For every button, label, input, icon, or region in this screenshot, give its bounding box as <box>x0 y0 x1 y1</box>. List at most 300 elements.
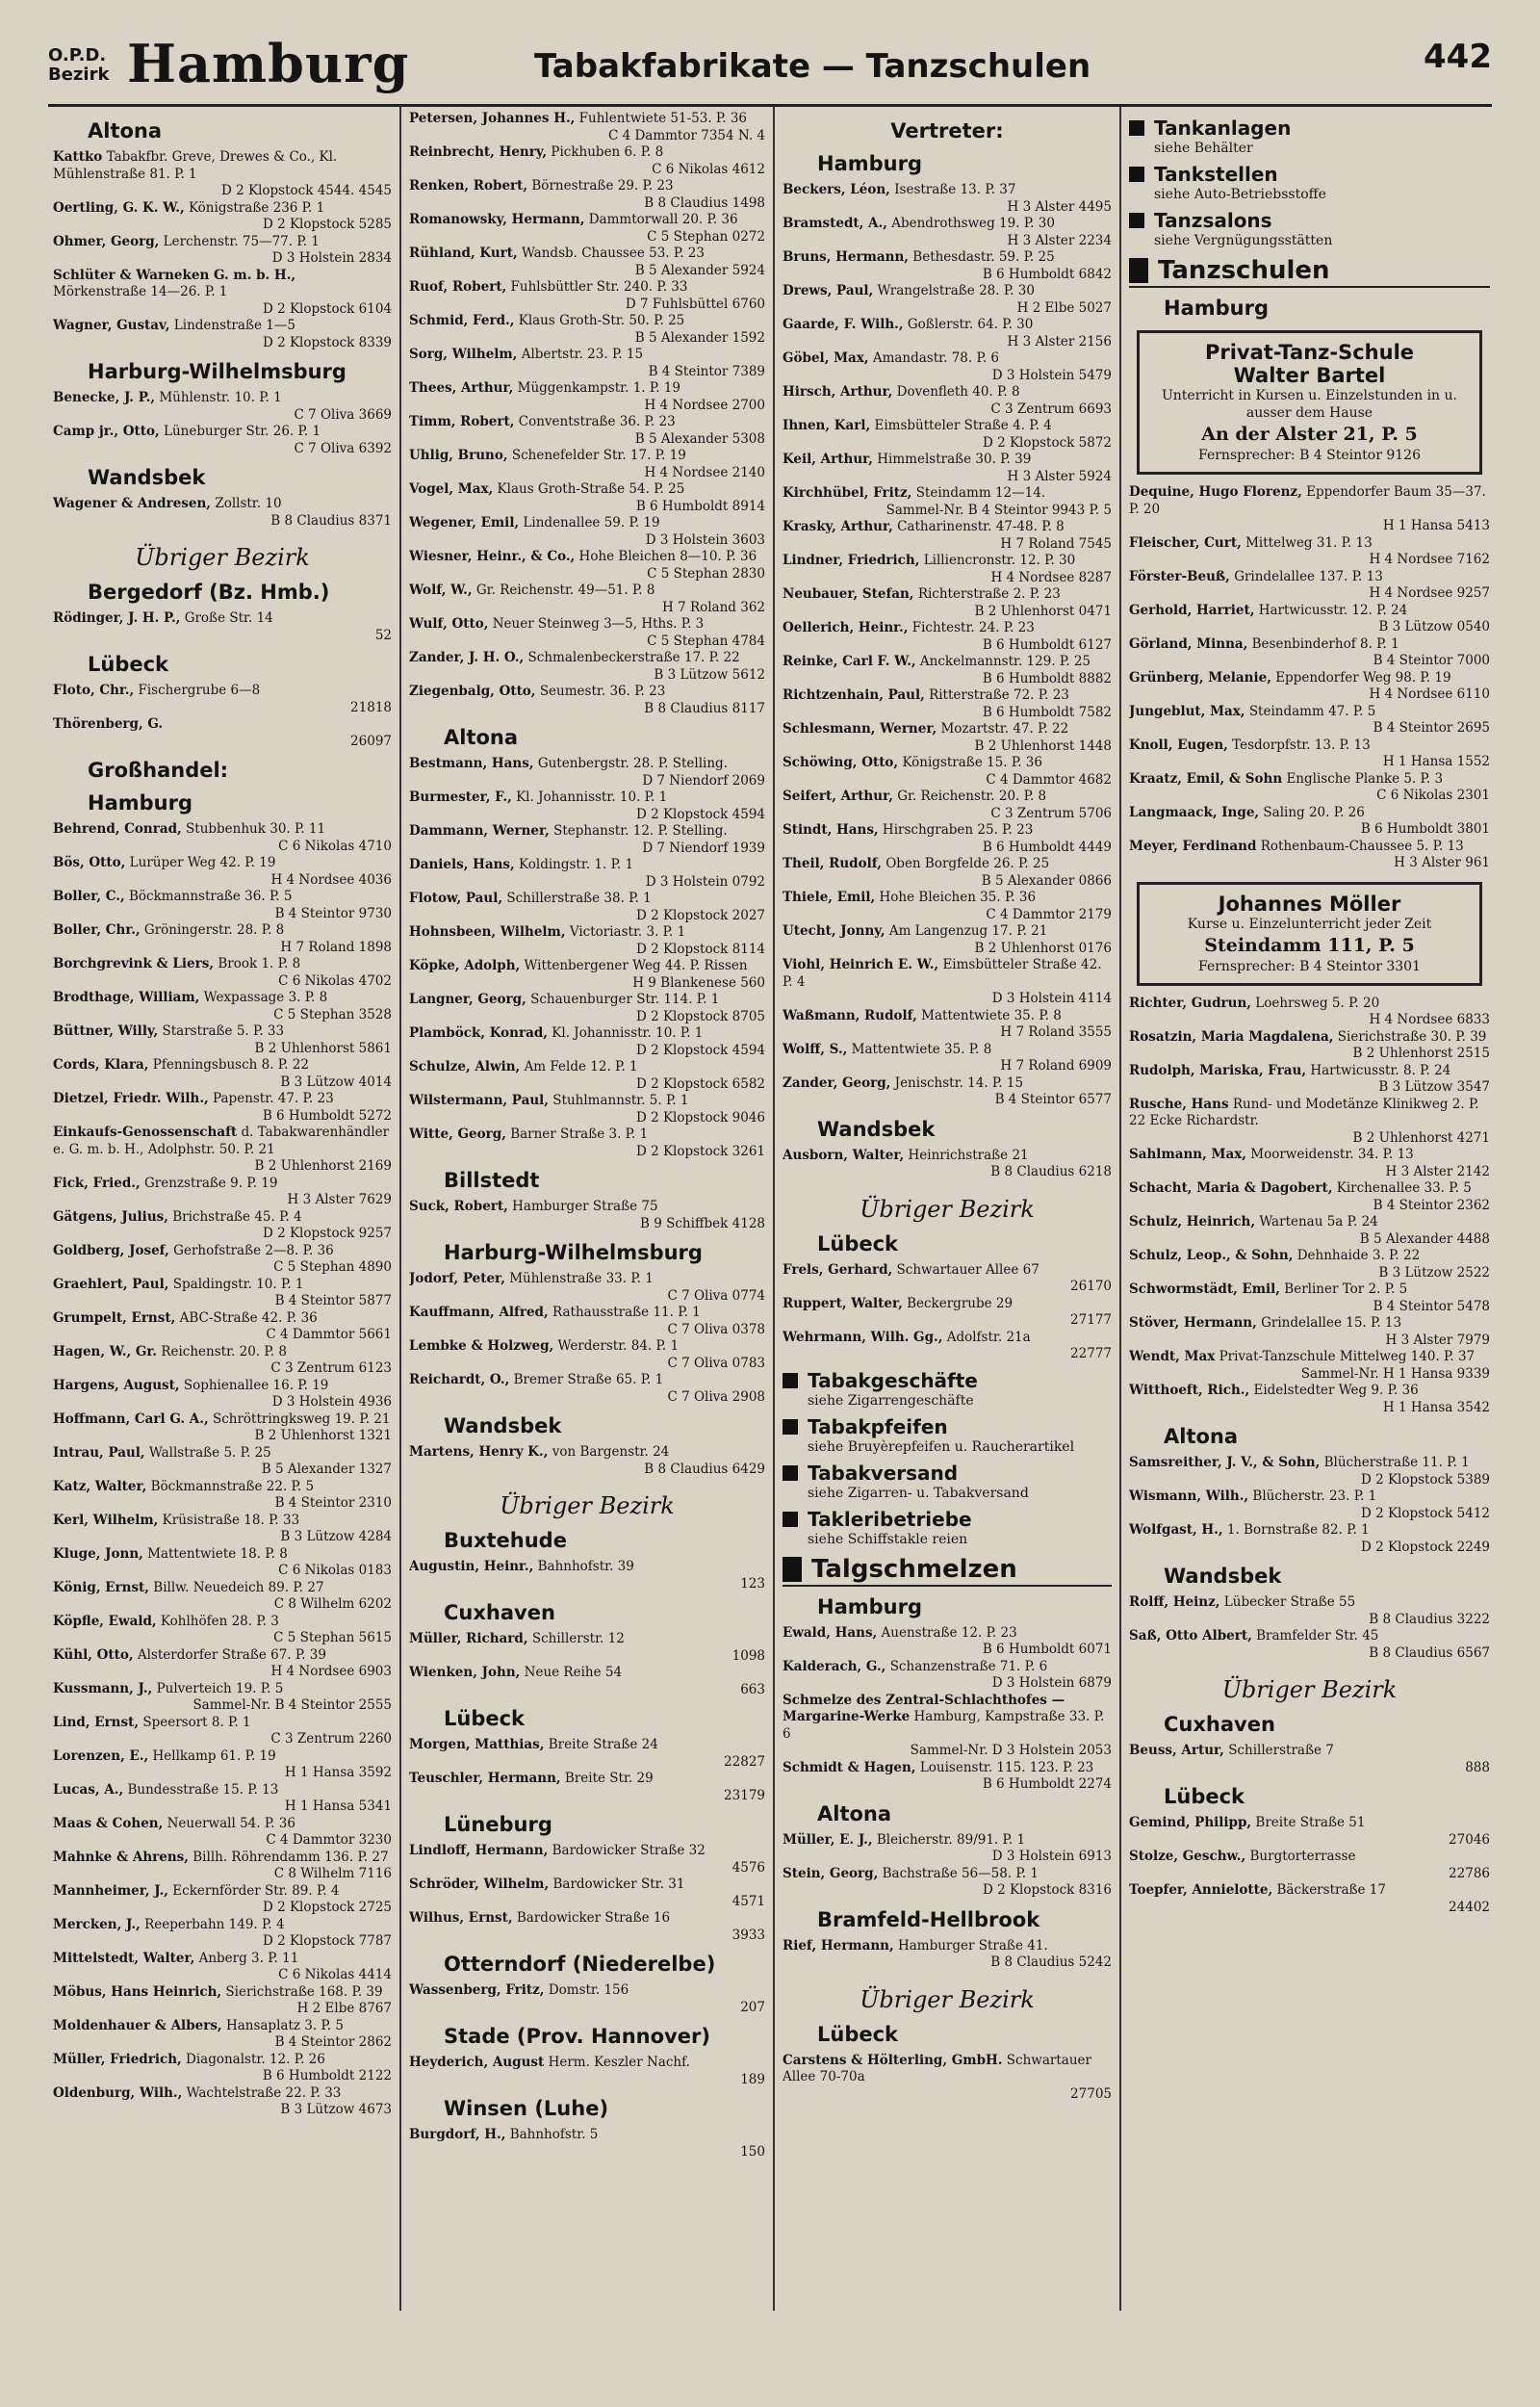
entry-phone-line <box>409 1389 765 1407</box>
entry-name: Einkaufs-Genossenschaft <box>53 1125 238 1140</box>
entry-name: Martens, Henry K., <box>409 1444 549 1460</box>
phone-number: C 6 Nikolas 4414 <box>278 1967 392 1982</box>
entry-line <box>1129 1815 1490 1832</box>
entry-address: Am Felde 12. P. 1 <box>524 1059 638 1074</box>
entry-line <box>409 2055 765 2072</box>
entry-address: Bardowicker Straße 32 <box>552 1843 706 1858</box>
entry-address: Müggenkampstr. 1. P. 19 <box>517 380 680 396</box>
entry-phone-line <box>409 701 765 718</box>
entry-line <box>53 1479 392 1496</box>
phone-number: B 4 Steintor 7000 <box>1373 653 1490 668</box>
entry-line <box>409 212 765 229</box>
entry-address: Speersort 8. P. 1 <box>142 1714 251 1730</box>
entry-line <box>409 1665 765 1682</box>
entry-phone-line <box>783 401 1112 419</box>
entry-name: Müller, Friedrich, <box>53 2051 182 2067</box>
entry-address: Breite Straße 24 <box>548 1737 658 1752</box>
entry-name: Dammann, Werner, <box>409 823 550 839</box>
entry-line <box>1129 569 1490 586</box>
entry-phone-line <box>1129 1231 1490 1249</box>
square-bullet-icon <box>1129 213 1144 228</box>
entry-address: Hellkamp 61. P. 19 <box>152 1747 276 1764</box>
entry-name: Hoffmann, Carl G. A., <box>53 1411 209 1427</box>
entry-phone-line <box>783 1675 1112 1693</box>
entry-line <box>1129 670 1490 687</box>
section-heading: Harburg-Wilhelmsburg <box>444 1241 703 1264</box>
phone-number: H 2 Elbe 5027 <box>1016 299 1112 316</box>
entry-name: Knoll, Eugen, <box>1129 737 1228 753</box>
entry-name: Ruof, Robert, <box>409 279 507 295</box>
entry-name: Schmid, Ferd., <box>409 313 515 328</box>
phone-number: B 6 Humboldt 8882 <box>982 670 1112 686</box>
entry-address: Lüneburger Str. 26. P. 1 <box>164 424 321 439</box>
entry-phone-line <box>409 1894 765 1911</box>
phone-number: C 6 Nikolas 4702 <box>278 972 392 989</box>
phone-number: B 2 Uhlenhorst 0471 <box>974 603 1112 619</box>
entry-phone-line <box>409 128 765 145</box>
entry-line <box>783 384 1112 401</box>
phone-number: H 4 Nordsee 2700 <box>644 397 765 413</box>
entry-phone-line <box>409 263 765 280</box>
entry-phone-line <box>409 1860 765 1877</box>
phone-number: C 5 Stephan 4890 <box>273 1259 392 1275</box>
directory-entry <box>1129 535 1490 569</box>
phone-number: D 3 Holstein 6879 <box>991 1675 1112 1691</box>
phone-number: B 8 Claudius 1498 <box>644 194 765 211</box>
directory-entry <box>53 1176 392 1209</box>
directory-entry <box>53 821 392 855</box>
entry-phone-line <box>53 2001 392 2018</box>
directory-entry <box>409 650 765 684</box>
entry-line <box>409 380 765 398</box>
entry-name: Möbus, Hans Heinrich, <box>53 1983 222 2000</box>
entry-name: Thees, Arthur, <box>409 380 514 396</box>
phone-number: D 2 Klopstock 5285 <box>262 217 392 232</box>
entry-name: Kauffmann, Alfred, <box>409 1305 549 1320</box>
entry-address: Hartwicusstr. 12. P. 24 <box>1258 602 1408 618</box>
ad-title: Johannes Möller <box>1218 892 1401 916</box>
section-heading: Wandsbek <box>817 1117 936 1141</box>
phone-number: C 6 Nikolas 4612 <box>652 161 765 177</box>
phone-number: B 4 Steintor 9730 <box>274 905 392 921</box>
phone-number: D 2 Klopstock 6582 <box>635 1075 765 1092</box>
entry-phone-line <box>53 441 392 458</box>
entry-line <box>783 957 1112 991</box>
entry-phone-line <box>53 407 392 425</box>
phone-number: D 2 Klopstock 2027 <box>635 907 765 923</box>
entry-address: Anckelmannstr. 129. P. 25 <box>919 654 1091 669</box>
entry-address: Isestraße 13. P. 37 <box>894 182 1016 197</box>
entry-phone-line <box>53 700 392 717</box>
entry-line <box>53 1243 392 1260</box>
directory-entry <box>409 1025 765 1059</box>
directory-entry <box>53 889 392 922</box>
entry-line <box>1129 704 1490 721</box>
phone-number: H 2 Elbe 8767 <box>296 2001 392 2016</box>
directory-entry <box>1129 1214 1490 1248</box>
directory-column-1 <box>53 111 392 2316</box>
entry-phone-line <box>783 1882 1112 1900</box>
directory-entry <box>783 519 1112 553</box>
entry-phone-line <box>409 1576 765 1593</box>
phone-number: H 4 Nordsee 6110 <box>1369 686 1490 702</box>
directory-entry <box>409 823 765 857</box>
entry-address: Schanzenstraße 71. P. 6 <box>889 1658 1048 1674</box>
entry-phone-line <box>1129 1506 1490 1523</box>
entry-address: Moorweidenstr. 34. P. 13 <box>1250 1147 1414 1162</box>
entry-address: Alsterdorfer Straße 67. P. 39 <box>137 1646 326 1663</box>
entry-name: Müller, E. J., <box>783 1831 873 1848</box>
entry-name: Rödinger, J. H. P., <box>53 610 181 626</box>
entry-address: Mörkenstraße 14—26. P. 1 <box>53 284 228 299</box>
entry-line <box>409 1338 765 1356</box>
entry-line <box>53 1782 392 1799</box>
entry-name: Floto, Chr., <box>53 683 135 698</box>
directory-entry <box>53 424 392 457</box>
directory-entry <box>409 1338 765 1372</box>
entry-line <box>53 1883 392 1901</box>
entry-line <box>409 1737 765 1754</box>
phone-number: H 4 Nordsee 2140 <box>644 464 765 480</box>
region-heading: Übriger Bezirk <box>500 1492 675 1519</box>
phone-number: H 1 Hansa 3592 <box>284 1765 392 1780</box>
entry-name: Grumpelt, Ernst, <box>53 1309 176 1326</box>
directory-entry <box>409 279 765 313</box>
entry-address: Eimsbütteler Straße 4. P. 4 <box>874 418 1052 433</box>
entry-name: Wagner, Gustav, <box>53 318 170 333</box>
entry-line <box>1129 1488 1490 1506</box>
column-divider <box>1119 106 1121 2311</box>
phone-number: B 9 Schiffbek 4128 <box>640 1215 765 1231</box>
entry-phone-line <box>53 2068 392 2085</box>
entry-phone-line <box>1129 1540 1490 1557</box>
directory-entry <box>783 553 1112 586</box>
phone-number: 52 <box>374 627 392 643</box>
directory-entry <box>53 1951 392 1984</box>
phone-number: B 8 Claudius 5242 <box>990 1954 1112 1970</box>
page-header <box>48 27 1492 107</box>
entry-line <box>783 1832 1112 1850</box>
entry-name: Seifert, Arthur, <box>783 789 893 804</box>
entry-name: Gemind, Philipp, <box>1129 1815 1252 1830</box>
entry-line <box>409 1771 765 1788</box>
entry-address: Hohe Bleichen 8—10. P. 36 <box>578 549 757 564</box>
entry-phone-line <box>1129 821 1490 839</box>
entry-phone-line <box>53 217 392 234</box>
entry-name: Schöwing, Otto, <box>783 755 899 770</box>
entry-line <box>783 654 1112 671</box>
entry-line <box>783 1148 1112 1165</box>
directory-entry <box>53 1310 392 1344</box>
phone-number: H 3 Alster 5924 <box>1007 468 1112 484</box>
entry-name: Ewald, Hans, <box>783 1624 878 1641</box>
entry-line <box>783 789 1112 806</box>
phone-number: B 3 Lützow 4014 <box>280 1074 392 1090</box>
directory-entry <box>53 1782 392 1816</box>
entry-name: Oldenburg, Wilh., <box>53 2084 183 2101</box>
phone-number: C 3 Zentrum 2260 <box>270 1731 392 1747</box>
directory-entry <box>53 1091 392 1125</box>
entry-address: Eidelstedter Weg 9. P. 36 <box>1253 1383 1419 1398</box>
entry-line <box>783 822 1112 840</box>
entry-line <box>409 1372 765 1389</box>
phone-number: 1098 <box>732 1647 765 1664</box>
entry-line <box>783 1625 1112 1643</box>
phone-number: B 6 Humboldt 6127 <box>982 636 1112 653</box>
entry-address: Bachstraße 56—58. P. 1 <box>882 1865 1039 1881</box>
entry-phone-line <box>53 1293 392 1310</box>
directory-entry <box>53 1209 392 1243</box>
entry-address: Sierichstraße 168. P. 39 <box>225 1983 383 2000</box>
phone-number: 24402 <box>1449 1899 1490 1915</box>
directory-entry <box>409 1271 765 1305</box>
entry-line <box>783 519 1112 536</box>
entry-line <box>783 687 1112 705</box>
directory-entry <box>53 200 392 234</box>
city-title: Hamburg <box>127 33 410 94</box>
phone-number: 27177 <box>1070 1312 1112 1328</box>
phone-number: B 2 Uhlenhorst 1321 <box>254 1428 392 1443</box>
phone-number: 22777 <box>1070 1346 1112 1361</box>
section-heading: Hamburg <box>88 791 192 815</box>
directory-entry <box>1129 738 1490 771</box>
entry-address: Bundesstraße 15. P. 13 <box>127 1781 279 1798</box>
entry-phone-line <box>53 1799 392 1816</box>
entry-name: Rühland, Kurt, <box>409 246 518 261</box>
entry-phone-line <box>1129 552 1490 569</box>
entry-phone-line <box>783 1954 1112 1972</box>
entry-phone-line <box>409 499 765 516</box>
entry-address: Königstraße 15. P. 36 <box>902 755 1042 770</box>
entry-address: Breite Straße 51 <box>1255 1815 1366 1830</box>
phone-number: H 4 Nordsee 6833 <box>1369 1012 1490 1027</box>
entry-address: Fichtestr. 24. P. 23 <box>911 620 1035 635</box>
phone-number: B 4 Steintor 7389 <box>648 363 765 379</box>
section-heading: Altona <box>444 726 519 749</box>
entry-name: Ohmer, Georg, <box>53 233 160 249</box>
entry-name: Müller, Richard, <box>409 1631 528 1646</box>
directory-entry <box>409 1737 765 1771</box>
category-title <box>783 1369 1112 1392</box>
phone-number: B 4 Steintor 2862 <box>274 2034 392 2050</box>
phone-number: H 3 Alster 7629 <box>287 1192 392 1207</box>
entry-address: Eimsbütteler Straße 42. P. 4 <box>783 957 1102 990</box>
phone-number: H 3 Alster 961 <box>1394 855 1490 870</box>
square-bullet-icon <box>783 1419 798 1435</box>
phone-number: B 8 Claudius 3222 <box>1369 1611 1490 1627</box>
section-heading: Winsen (Luhe) <box>444 2097 609 2120</box>
entry-phone-line <box>53 1664 392 1681</box>
phone-number: C 6 Nikolas 4710 <box>278 838 392 854</box>
entry-line <box>409 1559 765 1576</box>
directory-entry <box>783 452 1112 485</box>
directory-entry <box>409 212 765 246</box>
entry-name: Kerl, Wilhelm, <box>53 1512 159 1528</box>
entry-phone-line <box>409 1009 765 1026</box>
entry-line <box>53 1277 392 1294</box>
phone-number: H 4 Nordsee 6903 <box>270 1664 392 1679</box>
entry-name: Rudolph, Mariska, Frau, <box>1129 1062 1307 1078</box>
entry-phone-line <box>53 1967 392 1984</box>
advertisement-box <box>1137 882 1482 986</box>
directory-entry <box>783 350 1112 384</box>
entry-address: Diagonalstr. 12. P. 26 <box>186 2051 325 2067</box>
directory-entry <box>409 380 765 414</box>
entry-line <box>53 1850 392 1867</box>
entry-phone-line <box>783 267 1112 284</box>
directory-entry <box>53 1057 392 1091</box>
entry-address: Victoriastr. 3. P. 1 <box>569 924 686 940</box>
phone-number: 22827 <box>724 1753 765 1770</box>
directory-entry <box>409 924 765 958</box>
entry-name: Wassenberg, Fritz, <box>409 1982 545 1998</box>
directory-entry <box>783 283 1112 317</box>
category-title <box>783 1462 1112 1485</box>
entry-name: Reinke, Carl F. W., <box>783 654 916 669</box>
entry-phone-line <box>783 1346 1112 1363</box>
entry-name: Uhlig, Bruno, <box>409 448 508 463</box>
entry-name: Thiele, Emil, <box>783 890 876 905</box>
entry-name: Suck, Robert, <box>409 1199 508 1214</box>
entry-phone-line <box>783 334 1112 351</box>
phone-number: 27705 <box>1070 2085 1112 2102</box>
entry-line <box>53 1209 392 1227</box>
entry-line <box>1129 1383 1490 1400</box>
entry-line <box>53 318 392 335</box>
entry-phone-line <box>783 1743 1112 1760</box>
category-heading <box>1129 163 1490 203</box>
entry-name: Görland, Minna, <box>1129 635 1248 652</box>
entry-address: Große Str. 14 <box>184 610 273 626</box>
entry-name: Ziegenbalg, Otto, <box>409 684 536 699</box>
entry-address: Adolfstr. 21a <box>946 1329 1031 1345</box>
entry-phone-line <box>409 330 765 348</box>
directory-entry <box>53 1411 392 1445</box>
phone-number: 4576 <box>732 1859 765 1876</box>
entry-line <box>53 1681 392 1698</box>
directory-entry <box>53 1445 392 1479</box>
entry-address: Anberg 3. P. 11 <box>198 1950 299 1966</box>
entry-address: Hohe Bleichen 35. P. 36 <box>879 890 1037 905</box>
entry-address: Schwartauer Allee 70-70a <box>783 2052 1091 2084</box>
ad-subtitle: Walter Bartel <box>1233 364 1386 387</box>
phone-number: B 4 Steintor 5877 <box>274 1293 392 1308</box>
section-heading: Hamburg <box>817 1594 922 1618</box>
directory-entry <box>1129 1628 1490 1662</box>
directory-entry <box>783 923 1112 957</box>
entry-line <box>53 424 392 441</box>
entry-name: Zander, J. H. O., <box>409 650 525 665</box>
entry-name: Fick, Fried., <box>53 1175 141 1191</box>
directory-entry <box>409 313 765 347</box>
directory-entry <box>783 620 1112 654</box>
phone-number: B 3 Lützow 4284 <box>280 1529 392 1544</box>
phone-number: B 6 Humboldt 4449 <box>982 839 1112 855</box>
entry-phone-line <box>783 1642 1112 1659</box>
entry-line <box>409 1982 765 2000</box>
phone-number: H 1 Hansa 3542 <box>1382 1399 1490 1415</box>
entry-address: Billh. Röhrendamm 136. P. 27 <box>192 1849 389 1865</box>
entry-phone-line <box>1129 1164 1490 1181</box>
entry-name: Köpfle, Ewald, <box>53 1613 157 1629</box>
entry-line <box>53 496 392 513</box>
directory-entry <box>409 1665 765 1698</box>
entry-line <box>53 1310 392 1328</box>
entry-phone-line <box>53 1529 392 1546</box>
phone-number: D 2 Klopstock 5872 <box>982 434 1112 451</box>
entry-address: Klaus Groth-Straße 54. P. 25 <box>497 481 685 497</box>
directory-entry <box>1129 1097 1490 1148</box>
directory-entry <box>53 956 392 990</box>
directory-entry <box>409 1372 765 1406</box>
directory-entry <box>783 1008 1112 1042</box>
section-heading: Lübeck <box>817 2022 899 2046</box>
entry-name: Saß, Otto Albert, <box>1129 1628 1252 1643</box>
entry-name: Lembke & Holzweg, <box>409 1338 554 1354</box>
entry-address: Dehnhaide 3. P. 22 <box>1296 1248 1421 1263</box>
phone-number: D 2 Klopstock 8316 <box>982 1882 1112 1898</box>
entry-phone-line <box>409 841 765 858</box>
entry-phone-line <box>783 1092 1112 1109</box>
directory-entry <box>409 1444 765 1478</box>
phone-number: B 6 Humboldt 3801 <box>1360 821 1490 837</box>
entry-address: Barner Straße 3. P. 1 <box>510 1126 649 1142</box>
entry-address: Neue Reihe 54 <box>524 1665 623 1680</box>
entry-line <box>409 1199 765 1216</box>
entry-phone-line <box>53 2102 392 2119</box>
entry-line <box>53 683 392 700</box>
entry-line <box>53 149 392 183</box>
entry-line <box>783 586 1112 604</box>
phone-number: D 2 Klopstock 2725 <box>262 1900 392 1915</box>
directory-entry <box>53 2018 392 2052</box>
phone-number: C 4 Dammtor 3230 <box>266 1832 392 1848</box>
directory-entry <box>53 1614 392 1647</box>
entry-phone-line <box>783 1058 1112 1075</box>
entry-address: Burgtorterrasse <box>1249 1849 1356 1864</box>
entry-line <box>1129 1214 1490 1231</box>
entry-phone-line <box>409 1356 765 1373</box>
category-title <box>783 1554 1112 1587</box>
entry-line <box>53 1715 392 1732</box>
entry-line <box>409 347 765 364</box>
entry-name: Rief, Hermann, <box>783 1937 894 1954</box>
entry-name: Wismann, Wilh., <box>1129 1488 1249 1504</box>
phone-number: D 2 Klopstock 7787 <box>262 1933 392 1949</box>
directory-entry <box>783 1659 1112 1693</box>
entry-phone-line <box>783 991 1112 1008</box>
category-label: Takleribetriebe <box>808 1507 972 1531</box>
square-bullet-icon <box>783 1512 798 1527</box>
entry-phone-line <box>409 162 765 179</box>
phone-number: B 5 Alexander 0866 <box>981 872 1112 889</box>
square-bullet-icon <box>1129 258 1148 283</box>
directory-entry <box>1129 636 1490 670</box>
entry-phone-line <box>1129 1760 1490 1777</box>
entry-line <box>53 956 392 973</box>
category-see-also: siehe Auto-Betriebsstoffe <box>1154 187 1326 202</box>
phone-number: B 2 Uhlenhorst 0176 <box>974 940 1112 956</box>
entry-address: Lerchenstr. 75—77. P. 1 <box>163 233 320 249</box>
entry-address: Grindelallee 137. P. 13 <box>1234 568 1383 584</box>
entry-line <box>783 1866 1112 1883</box>
entry-address: Hansaplatz 3. P. 5 <box>225 2017 344 2033</box>
directory-entry <box>53 1984 392 2018</box>
entry-name: Witthoeft, Rich., <box>1129 1383 1250 1398</box>
ad-address: Steindamm 111, P. 5 <box>1204 934 1415 956</box>
entry-phone-line <box>53 872 392 890</box>
directory-entry <box>53 1917 392 1951</box>
